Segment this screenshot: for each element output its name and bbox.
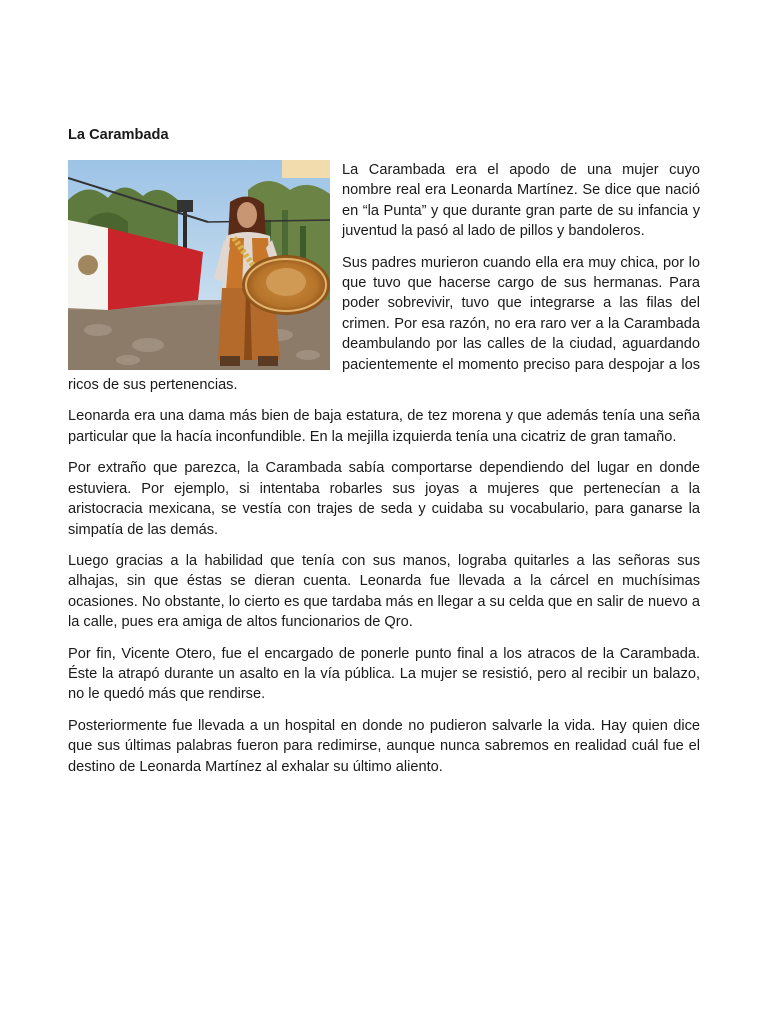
la-carambada-photo xyxy=(68,160,330,370)
document-body xyxy=(68,126,700,788)
paragraph-4: Por extraño que parezca, la Carambada sabía comportarse dependiendo del lugar en donde estuviera. Por ejemplo, si intentaba robarles sus joyas a mujeres que pertenecían a la aristocracia mexicana, se vestía con trajes de seda y cuidaba su vocabulario, para ganarse la simpatía de las demás. xyxy=(68,460,700,538)
paragraph-6: Por fin, Vicente Otero, fue el encargado de ponerle punto final a los atracos de la Carambada. Éste la atrapó durante un asalto en la vía pública. La mujer se resistió, pero al recibir un balazo, no le quedó más que rendirse. xyxy=(68,645,700,703)
paragraph-2: Sus padres murieron cuando ella era muy chica, por lo que tuvo que hacerse cargo de sus hermanas. Para poder sobrevivir, tuvo que integrarse a las filas del crimen. Por esa razón, no era raro ver a la Carambada deambulando por las calles de la ciudad, aguardando pacientemente el momento preciso para despojar a los ricos de sus pertenencias. xyxy=(68,254,700,394)
paragraph-3: Leonarda era una dama más bien de baja estatura, de tez morena y que además tenía una seña particular que la hacía inconfundible. En la mejilla izquierda tenía una cicatriz de gran tamaño. xyxy=(68,408,700,445)
document-title: La Carambada xyxy=(68,127,169,143)
paragraph-7: Posteriormente fue llevada a un hospital en donde no pudieron salvarle la vida. Hay quien dice que sus últimas palabras fueron para redimirse, aunque nunca sabremos en realidad cuál fue el destino de Leonarda Martínez al exhalar su último aliento. xyxy=(68,717,700,775)
paragraph-5: Luego gracias a la habilidad que tenía con sus manos, lograba quitarles a las señoras sus alhajas, sin que éstas se dieran cuenta. Leonarda fue llevada a la cárcel en muchísimas ocasiones. No obstante, lo cierto es que tardaba más en llegar a su celda que en salir de nuevo a la calle, pues era amiga de altos funcionarios de Qro. xyxy=(68,552,700,631)
paragraph-1: La Carambada era el apodo de una mujer cuyo nombre real era Leonarda Martínez. Se dice que nació en “la Punta” y que durante gran parte de su infancia y juventud la pasó al lado de pillos y bandoleros. xyxy=(342,162,700,240)
